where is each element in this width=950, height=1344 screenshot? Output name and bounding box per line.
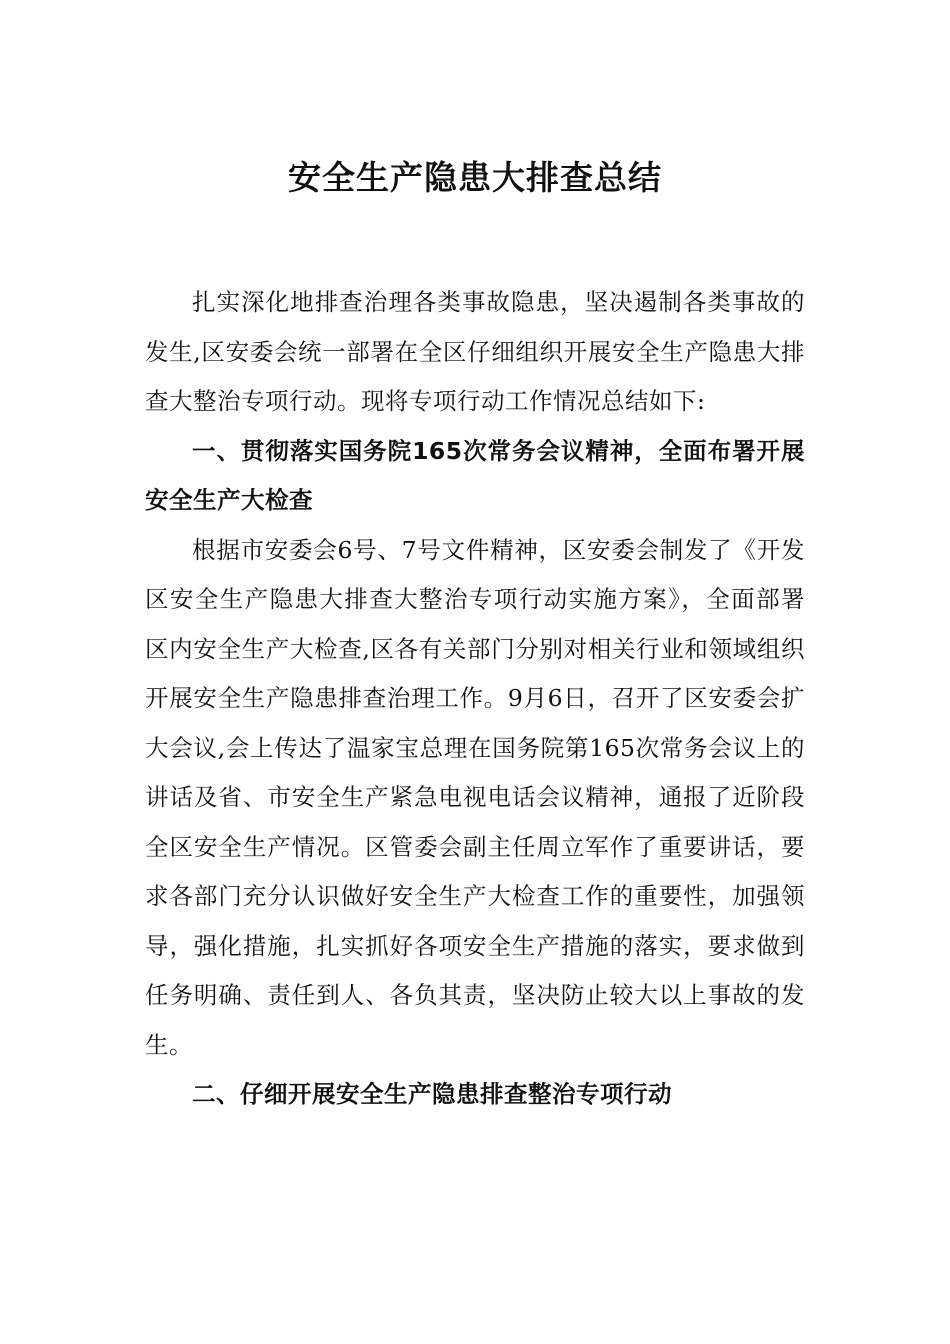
document-title: 安全生产隐患大排查总结	[288, 158, 662, 197]
section-2-heading: 二、仔细开展安全生产隐患排查整治专项行动	[192, 1080, 672, 1108]
section-1-heading: 一、贯彻落实国务院165次常务会议精神，全面布署开展安全生产大检查	[145, 436, 805, 514]
document-body	[145, 278, 805, 1120]
intro-paragraph: 扎实深化地排查治理各类事故隐患，坚决遏制各类事故的发生,区安委会统一部署在全区仔细组织开展安全生产隐患大排查大整治专项行动。现将专项行动工作情况总结如下:	[145, 288, 805, 415]
section-1-body: 根据市安委会6号、7号文件精神，区安委会制发了《开发区安全生产隐患大排查大整治专项行动实施方案》，全面部署区内安全生产大检查,区各有关部门分别对相关行业和领域组织开展安全生产隐患排查治理工作。9月6日，召开了区安委会扩大会议,会上传达了温家宝总理在国务院第165次常务会议上的讲话及省、市安全生产紧急电视电话会议精神，通报了近阶段全区安全生产情况。区管委会副主任周立军作了重要讲话，要求各部门充分认识做好安全生产大检查工作的重要性，加强领导，强化措施，扎实抓好各项安全生产措施的落实，要求做到任务明确、责任到人、各负其责，坚决防止较大以上事故的发生。	[145, 535, 805, 1059]
